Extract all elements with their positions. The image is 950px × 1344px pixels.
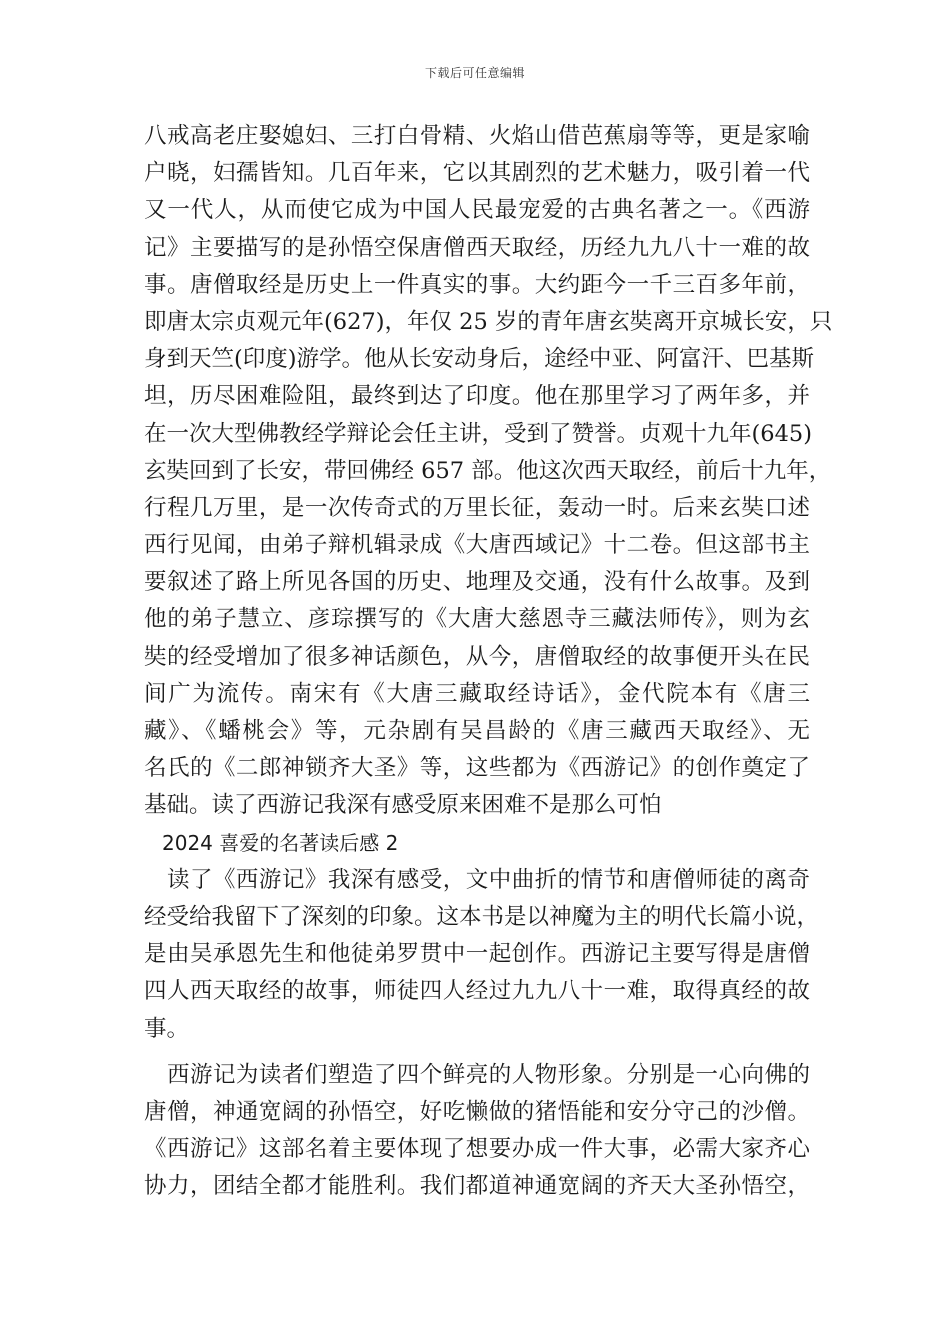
text-line: 行程几万里，是一次传奇式的万里长征，轰动一时。后来玄奘口述 (144, 494, 810, 521)
text-line: 事。唐僧取经是历史上一件真实的事。大约距今一千三百多年前， (144, 271, 810, 298)
text-line: 即唐太宗贞观元年(627)，年仅 25 岁的青年唐玄奘离开京城长安，只 (144, 308, 833, 335)
text-line: 在一次大型佛教经学辩论会任主讲，受到了赞誉。贞观十九年(645) (144, 420, 813, 447)
paragraph-xiyouji-history (144, 118, 833, 825)
text-line: 藏》、《蟠桃会》等，元杂剧有吴昌龄的《唐三藏西天取经》、无 (144, 718, 810, 744)
text-line: 奘的经受增加了很多神话颜色，从今，唐僧取经的故事便开头在民 (144, 643, 810, 670)
text-line: 要叙述了路上所见各国的历史、地理及交通，没有什么故事。及到 (144, 569, 810, 596)
text-line: 他的弟子慧立、彦琮撰写的《大唐大慈恩寺三藏法师传》，则为玄 (144, 606, 810, 633)
text-line: 间广为流传。南宋有《大唐三藏取经诗话》，金代院本有《唐三 (144, 680, 810, 707)
document-body (144, 118, 833, 1205)
paragraph-spacer (144, 1048, 810, 1057)
text-line: 四人西天取经的故事，师徒四人经过九九八十一难，取得真经的故 (144, 978, 810, 1005)
text-line: 经受给我留下了深刻的印象。这本书是以神魔为主的明代长篇小说， (144, 903, 820, 930)
text-line: 西游记为读者们塑造了四个鲜亮的人物形象。分别是一心向佛的 (144, 1061, 810, 1088)
text-line: 唐僧，神通宽阔的孙悟空，好吃懒做的猪悟能和安分守己的沙僧。 (144, 1098, 810, 1125)
text-line: 玄奘回到了长安，带回佛经 657 部。他这次西天取经，前后十九年， (144, 457, 832, 484)
text-line: 协力，团结全都才能胜利。我们都道神通宽阔的齐天大圣孙悟空， (144, 1173, 810, 1200)
text-line: 坦，历尽困难险阻，最终到达了印度。他在那里学习了两年多，并 (144, 383, 810, 410)
text-line: 西行见闻，由弟子辩机辑录成《大唐西域记》十二卷。但这部书主 (144, 532, 810, 559)
section-heading: 2024 喜爱的名著读后感 2 (162, 830, 399, 855)
text-line: 八戒高老庄娶媳妇、三打白骨精、火焰山借芭蕉扇等等，更是家喻 (144, 123, 810, 149)
text-line: 基础。读了西游记我深有感受原来困难不是那么可怕 (144, 792, 662, 819)
paragraph-reading-impression (144, 862, 820, 1048)
paragraph-characters (144, 1057, 810, 1206)
text-line: 身到天竺(印度)游学。他从长安动身后，途经中亚、阿富汗、巴基斯 (144, 346, 815, 373)
text-line: 又一代人，从而使它成为中国人民最宠爱的古典名著之一。《西游 (144, 197, 810, 224)
text-line: 户晓，妇孺皆知。几百年来，它以其剧烈的艺术魅力，吸引着一代 (144, 160, 810, 187)
text-line: 《西游记》这部名着主要体现了想要办成一件大事，必需大家齐心 (144, 1136, 810, 1163)
text-line: 是由吴承恩先生和他徒弟罗贯中一起创作。西游记主要写得是唐僧 (144, 941, 810, 968)
text-line: 名氏的《二郎神锁齐大圣》等，这些都为《西游记》的创作奠定了 (144, 755, 810, 782)
text-line: 事。 (144, 1015, 190, 1042)
page-header: 下载后可任意编辑 (424, 66, 525, 80)
text-line: 记》主要描写的是孙悟空保唐僧西天取经，历经九九八十一难的故 (144, 234, 810, 261)
text-line: 读了《西游记》我深有感受，文中曲折的情节和唐僧师徒的离奇 (144, 866, 810, 893)
